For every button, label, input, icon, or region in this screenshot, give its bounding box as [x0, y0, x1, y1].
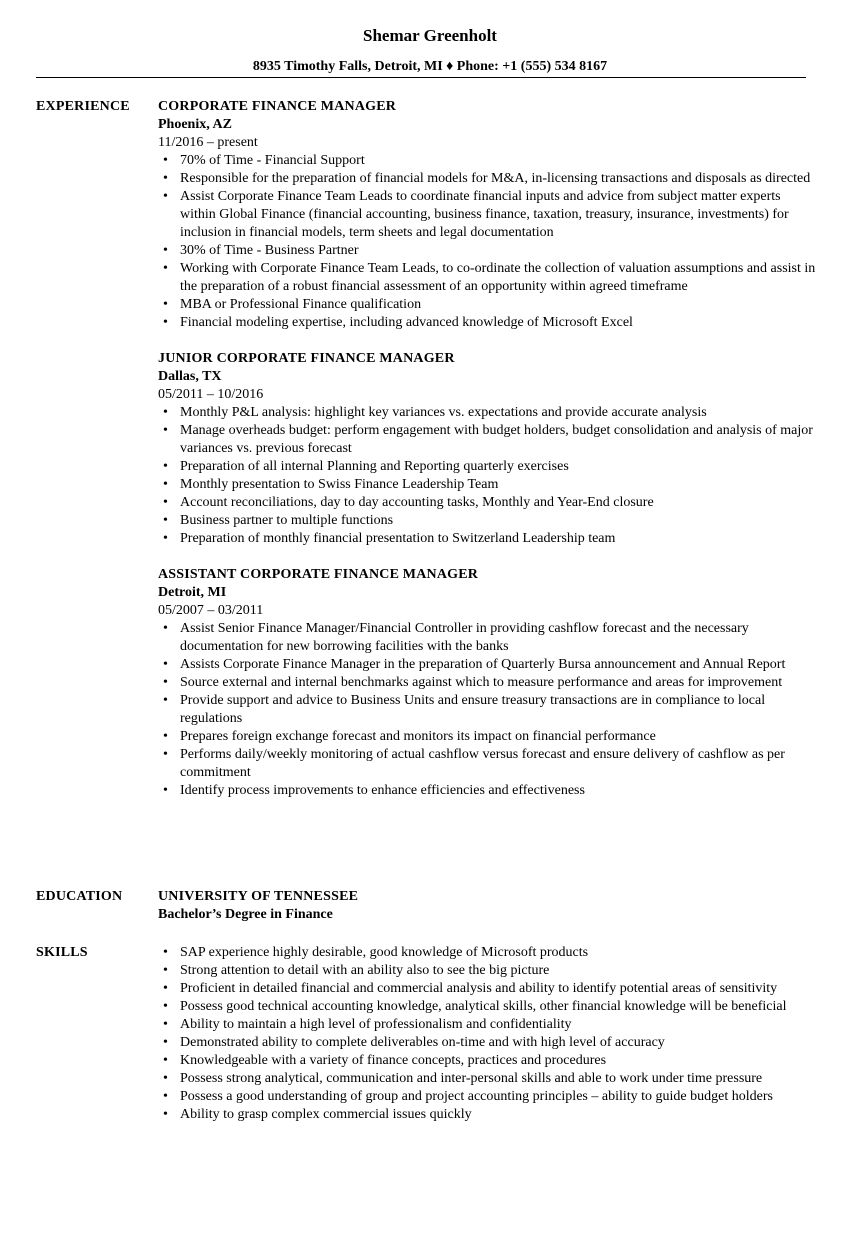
experience-heading: EXPERIENCE	[36, 99, 130, 114]
list-item: • Working with Corporate Finance Team Leads, to co-ordinate the collection of valuation assumptions and assist in the preparation of a robust financial assessment of an opportunity within agreed timeframe	[158, 260, 818, 296]
list-item: • Monthly presentation to Swiss Finance Leadership Team	[158, 476, 818, 494]
job-bullets	[158, 152, 818, 332]
job-dates: 11/2016 – present	[158, 135, 258, 150]
degree: Bachelor’s Degree in Finance	[158, 907, 333, 922]
list-item: • 70% of Time - Financial Support	[158, 152, 818, 170]
list-item: • Possess good technical accounting knowledge, analytical skills, other financial knowledge will be beneficial	[158, 998, 818, 1016]
list-item: • Source external and internal benchmarks against which to measure performance and areas for improvement	[158, 674, 818, 692]
list-item: • 30% of Time - Business Partner	[158, 242, 818, 260]
job-dates: 05/2011 – 10/2016	[158, 387, 264, 402]
list-item: • Provide support and advice to Business Units and ensure treasury transactions are in compliance to local regulations	[158, 692, 818, 728]
skills-body	[158, 944, 818, 1124]
candidate-name: Shemar Greenholt	[363, 26, 497, 45]
list-item: • Ability to maintain a high level of professionalism and confidentiality	[158, 1016, 818, 1034]
list-item: • Business partner to multiple functions	[158, 512, 818, 530]
school-name: UNIVERSITY OF TENNESSEE	[158, 889, 359, 904]
list-item: • Financial modeling expertise, including advanced knowledge of Microsoft Excel	[158, 314, 818, 332]
job-location: Phoenix, AZ	[158, 117, 232, 132]
list-item: • Responsible for the preparation of financial models for M&A, in-licensing transactions and disposals as directed	[158, 170, 818, 188]
list-item: • Performs daily/weekly monitoring of actual cashflow versus forecast and ensure delivery of cashflow as per commitment	[158, 746, 818, 782]
job-location: Detroit, MI	[158, 585, 227, 600]
list-item: • Ability to grasp complex commercial issues quickly	[158, 1106, 818, 1124]
list-item: • Assist Corporate Finance Team Leads to coordinate financial inputs and advice from subject matter experts within Global Finance (financial accounting, business finance, taxation, treasury, insurance, investments) for inclusion in financial models, term sheets and legal documentation	[158, 188, 818, 242]
list-item: • Knowledgeable with a variety of finance concepts, practices and procedures	[158, 1052, 818, 1070]
skills-heading: SKILLS	[36, 945, 88, 960]
contact-line: 8935 Timothy Falls, Detroit, MI ♦ Phone: +1 (555) 534 8167	[252, 59, 608, 74]
list-item: • Strong attention to detail with an ability also to see the big picture	[158, 962, 818, 980]
job-entry	[158, 98, 818, 332]
list-item: • Identify process improvements to enhance efficiencies and effectiveness	[158, 782, 818, 800]
job-title: JUNIOR CORPORATE FINANCE MANAGER	[158, 351, 455, 366]
list-item: • SAP experience highly desirable, good knowledge of Microsoft products	[158, 944, 818, 962]
list-item: • Preparation of monthly financial presentation to Switzerland Leadership team	[158, 530, 818, 548]
job-dates: 05/2007 – 03/2011	[158, 603, 264, 618]
job-title: ASSISTANT CORPORATE FINANCE MANAGER	[158, 567, 479, 582]
list-item: • Preparation of all internal Planning and Reporting quarterly exercises	[158, 458, 818, 476]
list-item: • Monthly P&L analysis: highlight key variances vs. expectations and provide accurate analysis	[158, 404, 818, 422]
job-location: Dallas, TX	[158, 369, 222, 384]
header-divider	[36, 77, 806, 78]
experience-list	[158, 98, 818, 818]
list-item: • Manage overheads budget: perform engagement with budget holders, budget consolidation and analysis of major variances vs. previous forecast	[158, 422, 818, 458]
list-item: • Proficient in detailed financial and commercial analysis and ability to identify potential areas of sensitivity	[158, 980, 818, 998]
education-body	[158, 888, 818, 924]
list-item: • Assists Corporate Finance Manager in the preparation of Quarterly Bursa announcement and Annual Report	[158, 656, 818, 674]
skills-list	[158, 944, 818, 1124]
list-item: • Account reconciliations, day to day accounting tasks, Monthly and Year-End closure	[158, 494, 818, 512]
list-item: • Demonstrated ability to complete deliverables on-time and with high level of accuracy	[158, 1034, 818, 1052]
job-entry	[158, 566, 818, 800]
education-heading: EDUCATION	[36, 889, 123, 904]
list-item: • Possess strong analytical, communication and inter-personal skills and able to work under time pressure	[158, 1070, 818, 1088]
list-item: • MBA or Professional Finance qualification	[158, 296, 818, 314]
list-item: • Assist Senior Finance Manager/Financial Controller in providing cashflow forecast and the necessary documentation for new borrowing facilities with the banks	[158, 620, 818, 656]
job-bullets	[158, 620, 818, 800]
job-entry	[158, 350, 818, 548]
list-item: • Prepares foreign exchange forecast and monitors its impact on financial performance	[158, 728, 818, 746]
job-title: CORPORATE FINANCE MANAGER	[158, 99, 397, 114]
list-item: • Possess a good understanding of group and project accounting principles – ability to guide budget holders	[158, 1088, 818, 1106]
job-bullets	[158, 404, 818, 548]
